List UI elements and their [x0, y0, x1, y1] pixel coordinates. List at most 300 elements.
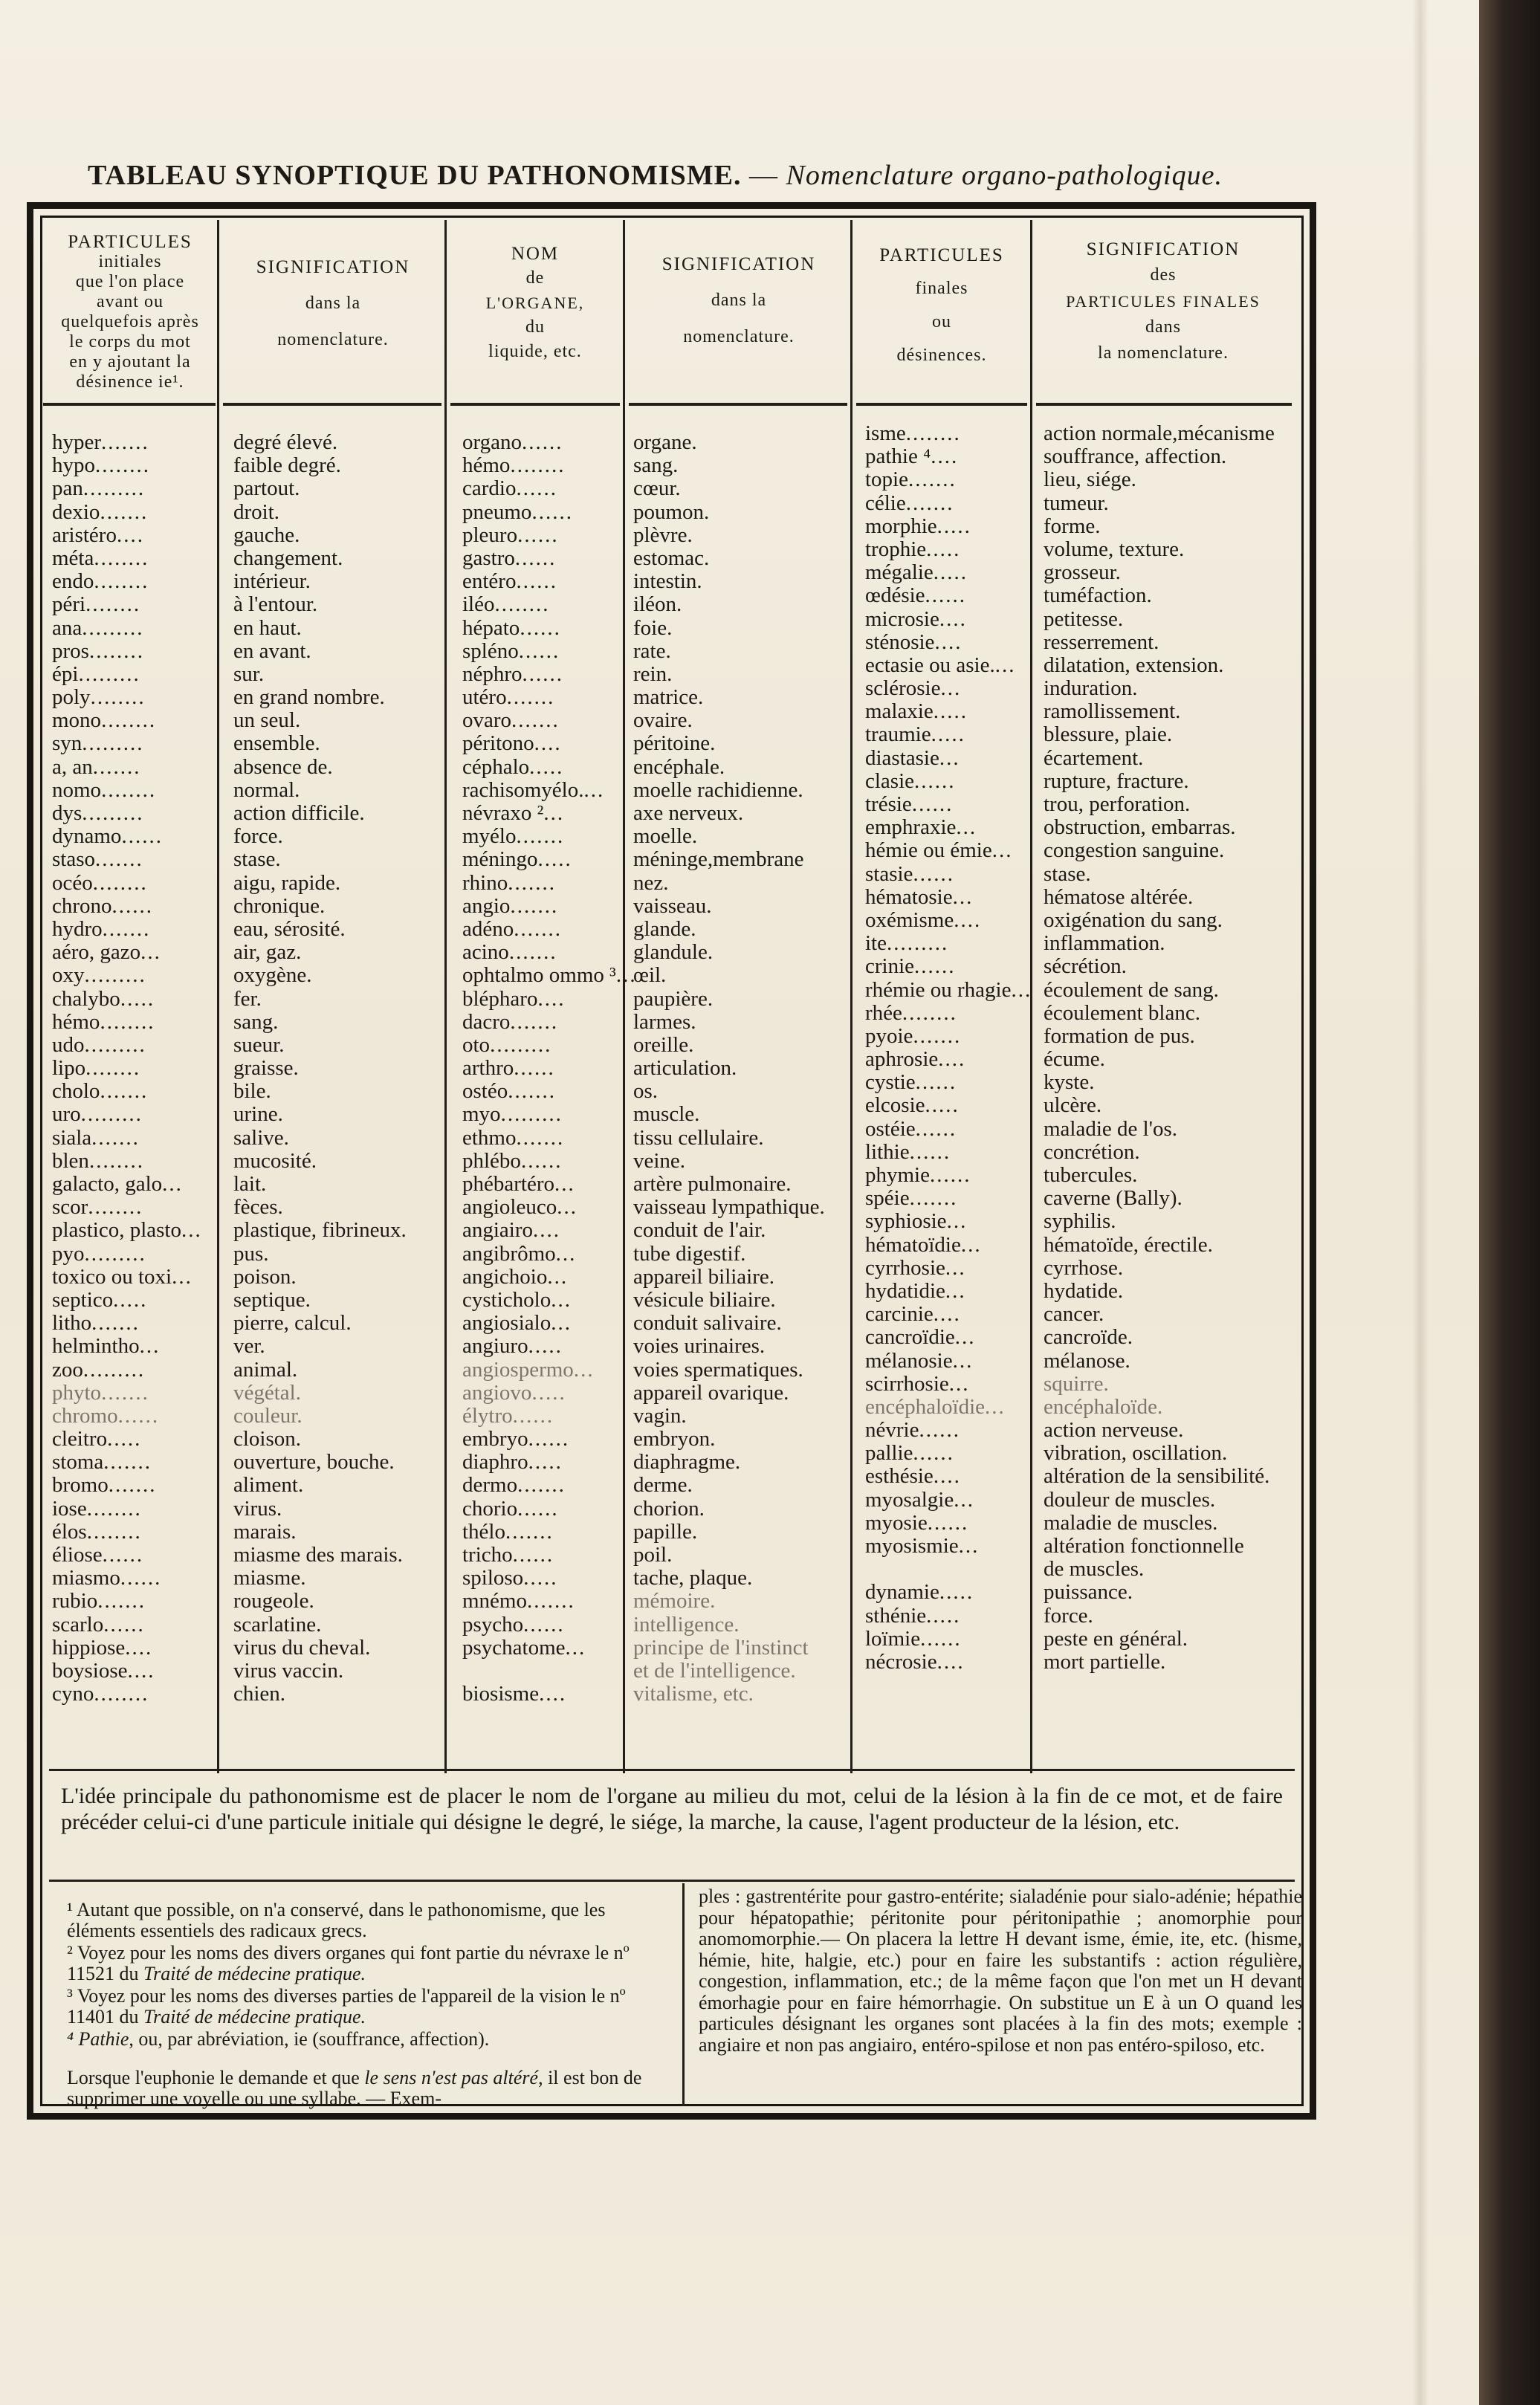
cell-text: scirrhosie: [865, 1371, 949, 1396]
organ-meanings-row: [633, 1173, 849, 1196]
organs-row: [462, 1196, 621, 1219]
cell-text: kyste.: [1044, 1070, 1095, 1095]
initial-particles-row: [52, 1567, 216, 1590]
header-line: du: [525, 317, 545, 337]
cell-text: stoma: [52, 1450, 104, 1475]
initial-particles-row: [52, 547, 216, 570]
cell-text: volume, texture.: [1044, 537, 1185, 561]
organs-row: [462, 1637, 621, 1660]
initial-meanings-row: [233, 1683, 443, 1706]
cell-text: trophie: [865, 537, 927, 561]
cell-text: ectasie ou asie.: [865, 653, 995, 677]
cell-text: phyto: [52, 1380, 102, 1405]
cell-text: mnémo: [462, 1589, 527, 1613]
cell-text: urine.: [233, 1102, 283, 1127]
organs-row: [462, 825, 621, 848]
organs-row: [462, 617, 621, 640]
final-particles-row: [865, 955, 1029, 978]
header-line: désinences.: [896, 346, 987, 365]
initial-meanings-row: [233, 547, 443, 570]
cell-text: syn: [52, 731, 82, 756]
organs-row: [462, 663, 621, 686]
cell-text: sur.: [233, 661, 265, 686]
cell-text: océo: [52, 870, 93, 895]
dot-leader: ....: [936, 1649, 965, 1674]
cell-text: partout.: [233, 476, 300, 501]
organ-meanings-row: [633, 918, 849, 941]
organs-row: [462, 988, 621, 1011]
cell-text: esthésie: [865, 1464, 934, 1489]
cell-text: hydatidie: [865, 1278, 945, 1303]
dot-leader: .....: [113, 1287, 148, 1312]
footnote-work-title: Traité de médecine pratique.: [143, 2006, 366, 2027]
final-particles-row: [865, 1489, 1029, 1512]
organs-row: [462, 1127, 621, 1150]
final-particles-row: [865, 1465, 1029, 1488]
cell-text: ana: [52, 615, 82, 640]
cell-text: lieu, siége.: [1044, 467, 1136, 492]
initial-meanings-row: [233, 1011, 443, 1034]
column-divider: [850, 220, 852, 1773]
cell-text: mucosité.: [233, 1148, 317, 1173]
header-rule: [223, 403, 441, 406]
final-meanings-row: [1044, 1118, 1299, 1141]
cell-text: appareil ovarique.: [633, 1380, 789, 1405]
dot-leader: ......: [914, 768, 956, 793]
initial-meanings-row: [233, 779, 443, 802]
organ-meanings-row: [633, 431, 849, 454]
final-particles-row: [865, 747, 1029, 770]
initial-particles-row: [52, 918, 216, 941]
organ-meanings-row: [633, 895, 849, 918]
initial-meanings-row: [233, 501, 443, 524]
dot-leader: ........: [92, 870, 148, 895]
header-line: que l'on place: [75, 272, 185, 291]
cell-text: angiospermo: [462, 1357, 574, 1382]
initial-particles-row: [52, 1034, 216, 1057]
dot-leader: ...: [952, 884, 974, 909]
initial-particles-row: [52, 1335, 216, 1358]
dot-leader: .........: [887, 931, 949, 956]
dot-leader: ......: [927, 1510, 969, 1535]
final-meanings-row: [1044, 839, 1299, 862]
header-organ-meaning: [629, 223, 849, 401]
cell-text: action nerveuse.: [1044, 1418, 1184, 1443]
cell-text: forme.: [1044, 514, 1101, 538]
cell-text: hématoïde, érectile.: [1044, 1232, 1213, 1257]
dot-leader: ...: [985, 1394, 1006, 1419]
final-meanings-row: [1044, 1581, 1299, 1604]
cell-text: pyoie: [865, 1023, 913, 1048]
organ-meanings-row: [633, 640, 849, 663]
cell-text: œil.: [633, 963, 667, 988]
final-particles-row: [865, 1581, 1029, 1604]
cell-text: dynamie: [865, 1580, 939, 1605]
dot-leader: .........: [78, 661, 140, 686]
initial-particles-row: [52, 1057, 216, 1080]
final-meanings-row: [1044, 723, 1299, 746]
initial-meanings-row: [233, 477, 443, 500]
cell-text: iléo: [462, 592, 495, 617]
cell-text: miasme des marais.: [233, 1543, 403, 1567]
cell-text: hyper: [52, 430, 102, 454]
header-line: L'ORGANE,: [485, 294, 585, 312]
dot-leader: .......: [527, 1589, 575, 1613]
cell-text: uro: [52, 1102, 81, 1127]
dot-leader: .........: [84, 963, 146, 988]
header-line: PARTICULES: [68, 232, 192, 252]
dot-leader: ...: [954, 1325, 976, 1350]
cell-text: virus du cheval.: [233, 1635, 371, 1660]
cell-text: spiloso: [462, 1566, 524, 1590]
initial-particles-row: [52, 1683, 216, 1706]
organs-list: [462, 430, 637, 1706]
organs-row: [462, 524, 621, 547]
dot-leader: .....: [933, 560, 968, 585]
cell-text: tache, plaque.: [633, 1566, 753, 1590]
footnote-text: ² Voyez pour les noms des divers organes qui font partie du névraxe le nº 11521 du: [67, 1942, 630, 1984]
final-meanings-row: [1044, 1628, 1299, 1651]
organs-row: [462, 1405, 621, 1428]
header-line: PARTICULES: [879, 245, 1004, 265]
cell-text: gauche.: [233, 522, 300, 547]
initial-particles-row: [52, 1498, 216, 1521]
organs-row: [462, 779, 621, 802]
initial-particles-row: [52, 895, 216, 918]
cell-text: peste en général.: [1044, 1626, 1188, 1651]
cell-text: cyno: [52, 1682, 94, 1706]
dot-leader: ......: [914, 954, 956, 979]
dot-leader: ........: [86, 1519, 142, 1544]
dot-leader: ....: [954, 907, 982, 932]
final-meanings-row: [1044, 1373, 1299, 1396]
initial-meanings-row: [233, 1173, 443, 1196]
dot-leader: ......: [915, 1116, 957, 1141]
cell-text: stase.: [1044, 861, 1091, 886]
cell-text: cystie: [865, 1070, 916, 1095]
initial-particles-row: [52, 477, 216, 500]
cell-text: paupière.: [633, 986, 714, 1011]
cell-text: oto: [462, 1032, 491, 1057]
header-line: désinence ie¹.: [76, 372, 184, 392]
initial-particles-row: [52, 593, 216, 616]
cell-text: hémo: [52, 1009, 100, 1034]
cell-text: acino: [462, 940, 509, 965]
dot-leader: .......: [108, 1473, 157, 1498]
cell-text: élos: [52, 1519, 87, 1544]
dot-leader: ...: [958, 1534, 980, 1558]
cell-text: méninge,membrane: [633, 847, 804, 872]
cell-text: veine.: [633, 1148, 686, 1173]
organ-meanings-row: [633, 617, 849, 640]
cell-text: angio: [462, 893, 511, 918]
cell-text: un seul.: [233, 708, 301, 733]
dot-leader: ......: [111, 893, 154, 918]
header-initial-particles: [45, 223, 216, 401]
cell-text: chronique.: [233, 893, 326, 918]
header-rule: [43, 403, 216, 406]
cell-text: miasmo: [52, 1566, 120, 1590]
cell-text: éliose: [52, 1543, 103, 1567]
dot-leader: .....: [926, 537, 961, 561]
final-meanings-row: [1044, 677, 1299, 700]
column-divider: [444, 220, 447, 1773]
dot-leader: .......: [908, 467, 957, 492]
footnote-1: ¹ Autant que possible, on n'a conservé, dans le pathonomisme, que les éléments essentiels des radicaux grecs.: [67, 1899, 606, 1941]
final-meanings-row: [1044, 932, 1299, 955]
cell-text: siala: [52, 1125, 92, 1150]
organs-row: [462, 547, 621, 570]
dot-leader: .....: [529, 754, 564, 779]
dot-leader: ......: [520, 615, 561, 640]
final-particles-row: [865, 608, 1029, 631]
dot-leader: .......: [905, 491, 954, 515]
organ-meanings-row: [633, 547, 849, 570]
dot-leader: .....: [537, 847, 572, 872]
organ-meanings-row: [633, 964, 849, 987]
organs-row: [462, 1359, 621, 1382]
initial-meanings-row: [233, 617, 443, 640]
cell-text: mort partielle.: [1044, 1649, 1166, 1674]
dot-leader: ........: [85, 1056, 141, 1081]
dot-leader: ....: [127, 1658, 155, 1683]
organ-meanings-row: [633, 1637, 849, 1660]
dot-leader: .........: [82, 615, 144, 640]
dot-leader: .......: [516, 824, 565, 849]
cell-text: hydro: [52, 916, 103, 941]
cell-text: rhémie ou rhagie: [865, 977, 1012, 1002]
organ-meanings-row: [633, 1243, 849, 1266]
initial-meanings-row: [233, 872, 443, 895]
dot-leader: .........: [82, 731, 144, 756]
cell-text: biosisme: [462, 1682, 540, 1706]
initial-meanings-row: [233, 1428, 443, 1451]
organ-meanings-row: [633, 686, 849, 709]
dot-leader: .....: [933, 699, 968, 724]
cell-text: chorion.: [633, 1496, 705, 1521]
header-line: en y ajoutant la: [69, 352, 191, 372]
cell-text: droit.: [233, 499, 280, 524]
initial-particles-row: [52, 1428, 216, 1451]
organ-meanings-row: [633, 1474, 849, 1497]
final-meanings-row: [1044, 1350, 1299, 1373]
cell-text: ovaire.: [633, 708, 693, 733]
initial-meanings-row: [233, 640, 443, 663]
cell-text: fèces.: [233, 1195, 283, 1220]
header-line: SIGNIFICATION: [661, 254, 816, 274]
dot-leader: ......: [919, 1418, 960, 1443]
initial-meanings-row: [233, 1474, 443, 1497]
final-meanings-row: [1044, 1535, 1299, 1558]
dot-leader: ......: [915, 1070, 957, 1095]
dot-leader: .......: [517, 1473, 566, 1498]
organs-row: [462, 1544, 621, 1567]
final-meanings-row: [1044, 1396, 1299, 1419]
cell-text: oxigénation du sang.: [1044, 907, 1223, 932]
organ-meanings-row: [633, 1590, 849, 1613]
cell-text: conduit salivaire.: [633, 1311, 782, 1336]
organ-meanings-row: [633, 1057, 849, 1080]
cell-text: élytro: [462, 1403, 513, 1428]
initial-meanings-row: [233, 756, 443, 779]
dot-leader: .....: [531, 1380, 566, 1405]
title-dash: —: [741, 160, 786, 191]
cell-text: graisse.: [233, 1056, 299, 1081]
cell-text: cloison.: [233, 1427, 302, 1451]
dot-leader: ...: [954, 1487, 974, 1512]
dot-leader: ...: [945, 1278, 966, 1303]
organ-meanings-row: [633, 941, 849, 964]
cell-text: écoulement blanc.: [1044, 1000, 1200, 1025]
cell-text: hémo: [462, 453, 511, 478]
dot-leader: ...: [555, 1241, 577, 1266]
initial-meanings-row: [233, 918, 443, 941]
cell-text: maladie de l'os.: [1044, 1116, 1177, 1141]
organs-row: [462, 1498, 621, 1521]
cell-text: utéro: [462, 685, 507, 710]
cell-text: bromo: [52, 1473, 109, 1498]
dot-leader: ....: [933, 1302, 961, 1327]
binding-edge: [1479, 0, 1540, 2405]
dot-leader: ......: [528, 1427, 570, 1451]
cell-text: blépharo: [462, 986, 538, 1011]
cell-text: cysticholo: [462, 1287, 551, 1312]
final-particles-row: [865, 977, 1032, 1002]
final-meanings-row: [1044, 909, 1299, 932]
organs-row: [462, 709, 621, 732]
cell-text: ophtalmo ommo ³: [462, 963, 616, 988]
cell-text: hématoïdie: [865, 1232, 961, 1257]
cell-text: ostéo: [462, 1079, 508, 1104]
cell-text: cancer.: [1044, 1302, 1104, 1327]
organs-row: [462, 1080, 621, 1103]
dot-leader: .......: [101, 1380, 149, 1405]
cell-text: mélanose.: [1044, 1348, 1130, 1373]
initial-particles-row: [52, 686, 216, 709]
dot-leader: ......: [925, 583, 967, 608]
organ-meanings-row: [633, 1080, 849, 1103]
cell-text: dys: [52, 801, 82, 825]
initial-particles-row: [52, 454, 216, 477]
organs-row: [462, 756, 621, 779]
dot-leader: .......: [91, 1311, 140, 1336]
dot-leader: ........: [94, 546, 149, 570]
cell-text: staso: [52, 847, 95, 872]
organ-meanings-row: [633, 756, 849, 779]
cell-text: matrice.: [633, 685, 704, 710]
cell-text: cancroïdie: [865, 1325, 955, 1350]
initial-meanings-row: [233, 1544, 443, 1567]
cell-text: aliment.: [233, 1473, 304, 1498]
cell-text: cleitro: [52, 1427, 108, 1451]
cell-text: ethmo: [462, 1125, 517, 1150]
header-line: dans: [1145, 317, 1181, 337]
cell-text: poison.: [233, 1264, 297, 1289]
cell-text: litho: [52, 1311, 92, 1336]
dot-leader: .......: [91, 1125, 140, 1150]
organs-row: [462, 1335, 621, 1358]
cell-text: sténosie: [865, 629, 935, 654]
cell-text: formation de pus.: [1044, 1023, 1195, 1048]
final-meanings-row: [1044, 1164, 1299, 1187]
cell-text: loïmie: [865, 1626, 921, 1651]
dot-leader: .......: [508, 1079, 556, 1104]
cell-text: sthénie: [865, 1603, 927, 1628]
cell-text: tuméfaction.: [1044, 583, 1152, 608]
cell-text: dexio: [52, 499, 100, 524]
organs-row: [462, 1150, 621, 1173]
initial-particles-row: [52, 524, 216, 547]
final-particles-row: [865, 1326, 1029, 1349]
cell-text: vaisseau lympathique.: [633, 1195, 825, 1220]
final-particles-row: [865, 770, 1029, 793]
header-line: initiales: [98, 252, 162, 271]
column-divider: [623, 220, 625, 1773]
header-line: la nomenclature.: [1098, 343, 1229, 363]
initial-meanings-row: [233, 1637, 443, 1660]
organ-meanings-row: [633, 825, 849, 848]
initial-particles-row: [52, 1660, 216, 1683]
initial-meanings-row: [233, 431, 443, 454]
header-line: nomenclature.: [277, 330, 389, 349]
dot-leader: .........: [500, 1102, 563, 1127]
cell-text: dacro: [462, 1009, 511, 1034]
dot-leader: .......: [516, 1125, 565, 1150]
initial-meanings-row: [233, 941, 443, 964]
initial-meanings-row: [233, 964, 443, 987]
initial-particles-row: [52, 1405, 216, 1428]
dot-leader: ........: [101, 708, 157, 733]
cell-text: tube digestif.: [633, 1241, 746, 1266]
dot-leader: ........: [100, 1009, 155, 1034]
cell-text: resserrement.: [1044, 629, 1159, 654]
cell-text: phébartéro: [462, 1172, 554, 1196]
final-particles-row: [865, 1141, 1029, 1164]
dot-leader: .....: [926, 1603, 961, 1628]
initial-particles-row: [52, 709, 216, 732]
cell-text: sécrétion.: [1044, 954, 1127, 979]
dot-leader: ......: [103, 1612, 145, 1637]
final-particles-row: [865, 468, 1029, 491]
final-particles-row: [865, 1257, 1029, 1280]
cell-text: vibration, oscillation.: [1044, 1441, 1228, 1466]
final-particles-row: [865, 1442, 1029, 1465]
dot-leader: .......: [95, 847, 143, 872]
dot-leader: ......: [120, 1566, 162, 1590]
final-particles-row: [865, 1234, 1029, 1257]
organs-row: [462, 1289, 621, 1312]
dot-leader: ....: [533, 1218, 561, 1243]
organ-meanings-row: [633, 872, 849, 895]
cell-text: hépato: [462, 615, 520, 640]
cell-text: angiovo: [462, 1380, 532, 1405]
cell-text: mémoire.: [633, 1589, 716, 1613]
header-line: finales: [915, 279, 968, 298]
final-particles-row: [865, 839, 1029, 862]
cell-text: malaxie: [865, 699, 934, 724]
final-meanings-row: [1044, 584, 1299, 607]
dot-leader: ......: [909, 1139, 951, 1164]
organ-meanings-list: [633, 431, 849, 1706]
initial-particles-row: [52, 1359, 216, 1382]
cell-text: néphro: [462, 661, 522, 686]
organ-meanings-row: [633, 709, 849, 732]
cell-text: bile.: [233, 1079, 271, 1104]
cell-text: sueur.: [233, 1032, 285, 1057]
cell-text: ramollissement.: [1044, 699, 1181, 724]
dot-leader: ...: [939, 745, 960, 770]
initial-particles-row: [52, 1289, 216, 1312]
